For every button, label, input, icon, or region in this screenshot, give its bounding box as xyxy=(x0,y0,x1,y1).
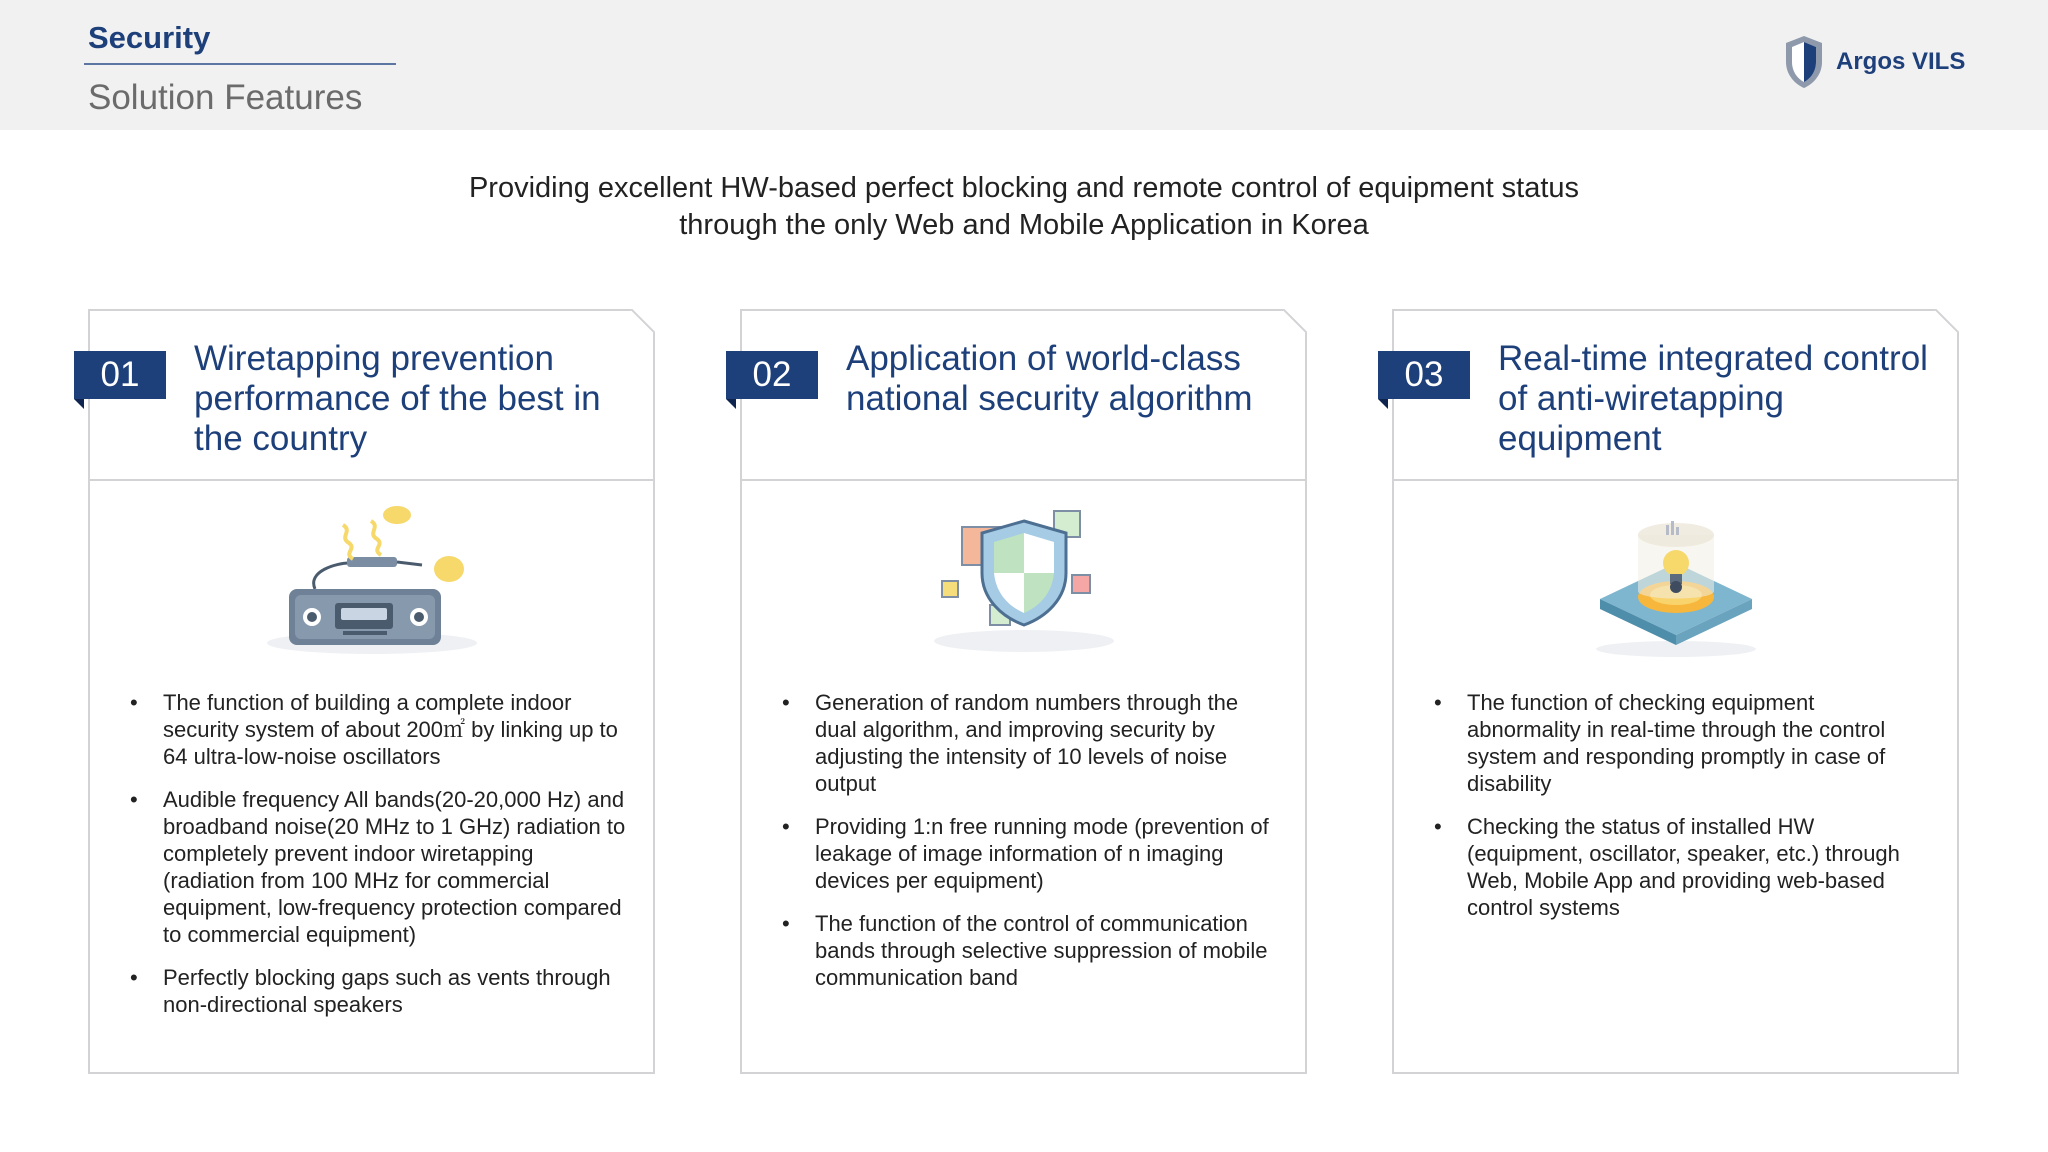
card-number-badge: 03 xyxy=(1378,351,1470,399)
list-item: • The function of checking equipment abnormality in real-time through the control system and responding promptly in case of disability xyxy=(1434,689,1934,797)
intro-statement xyxy=(0,170,2048,244)
control-platform-lightbulb-icon xyxy=(1576,501,1776,661)
feature-list xyxy=(1434,689,1934,937)
security-shield-icon xyxy=(924,501,1124,661)
brand-label: Argos VILS xyxy=(1836,48,1966,75)
list-item: • Generation of random numbers through the dual algorithm, and improving security by adjusting the intensity of 10 levels of noise output xyxy=(782,689,1282,797)
feature-card-3 xyxy=(1392,309,1959,1074)
card-header xyxy=(1394,311,1957,481)
card-title: Wiretapping prevention performance of the best in the country xyxy=(194,339,601,458)
feature-list xyxy=(782,689,1282,1007)
intro-line-1: Providing excellent HW-based perfect blocking and remote control of equipment status xyxy=(468,172,1580,204)
brand-logo xyxy=(1782,34,1965,90)
list-item: • Audible frequency All bands(20-20,000 Hz) and broadband noise(20 MHz to 1 GHz) radiation to completely prevent indoor wiretapping (radiation from 100 MHz for commercial equipment, low-frequency protection compared to commercial equipment) xyxy=(130,786,630,948)
page-subtitle: Solution Features xyxy=(88,78,363,117)
card-header xyxy=(90,311,653,481)
feature-card-1 xyxy=(88,309,655,1074)
list-item: • Providing 1:n free running mode (prevention of leakage of image information of n imaging devices per equipment) xyxy=(782,813,1282,894)
card-illustration xyxy=(1394,501,1957,661)
badge-fold xyxy=(1378,399,1388,409)
radio-oscillator-icon xyxy=(257,501,487,661)
list-item: • The function of building a complete indoor security system of about 200㎡ by linking up to 64 ultra-low-noise oscillators xyxy=(130,689,630,770)
badge-fold xyxy=(726,399,736,409)
intro-line-2: through the only Web and Mobile Application in Korea xyxy=(679,209,1369,241)
card-illustration xyxy=(90,501,653,661)
list-item: • The function of the control of communication bands through selective suppression of mobile communication band xyxy=(782,910,1282,991)
shield-logo-icon xyxy=(1782,34,1826,90)
feature-card-2 xyxy=(740,309,1307,1074)
page-title: Security xyxy=(88,20,211,55)
card-number-badge: 01 xyxy=(74,351,166,399)
title-divider xyxy=(84,63,396,65)
card-title: Application of world-class national security algorithm xyxy=(846,339,1253,418)
card-illustration xyxy=(742,501,1305,661)
card-title: Real-time integrated control of anti-wiretapping equipment xyxy=(1498,339,1928,458)
card-number-badge: 02 xyxy=(726,351,818,399)
feature-list xyxy=(130,689,630,1034)
list-item: • Perfectly blocking gaps such as vents through non-directional speakers xyxy=(130,964,630,1018)
badge-fold xyxy=(74,399,84,409)
card-header xyxy=(742,311,1305,481)
list-item: • Checking the status of installed HW (equipment, oscillator, speaker, etc.) through Web, Mobile App and providing web-based control systems xyxy=(1434,813,1934,921)
